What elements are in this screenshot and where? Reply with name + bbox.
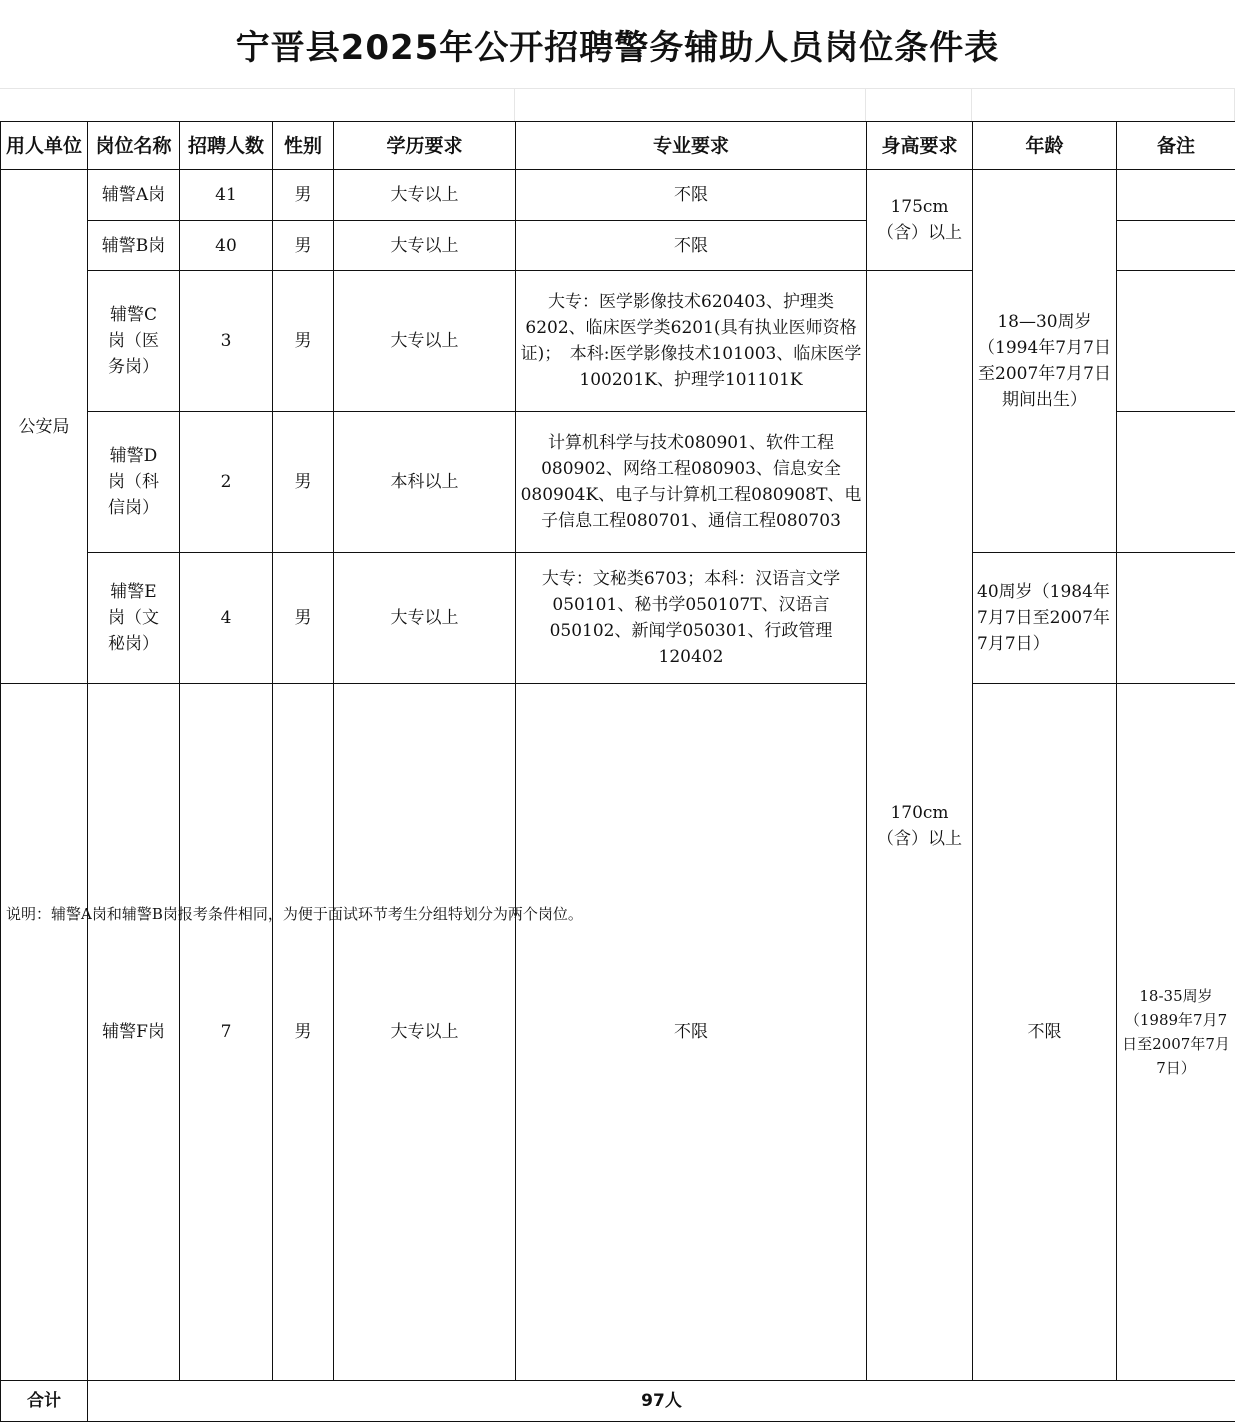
blank-cell [866, 88, 972, 121]
unit-cell-empty [1, 684, 88, 1381]
header-education: 学历要求 [334, 122, 516, 170]
post-gender: 男 [273, 221, 334, 271]
recruitment-table [0, 121, 1235, 1422]
remark-cell [1117, 412, 1235, 553]
height-cell: 175cm（含）以上 [867, 170, 973, 271]
total-value: 97人 [88, 1381, 1235, 1422]
total-label: 合计 [1, 1381, 88, 1422]
post-education: 大专以上 [334, 170, 516, 221]
post-education: 大专以上 [334, 221, 516, 271]
remark-cell [1117, 170, 1235, 221]
post-gender: 男 [273, 553, 334, 684]
height-cell: 不限 [973, 684, 1117, 1381]
remark-cell [1117, 271, 1235, 412]
post-count: 2 [180, 412, 273, 553]
post-count: 41 [180, 170, 273, 221]
blank-spacer-row [0, 88, 1235, 121]
page-title: 宁晋县2025年公开招聘警务辅助人员岗位条件表 [0, 0, 1235, 88]
post-gender: 男 [273, 684, 334, 1381]
header-age: 年龄 [973, 122, 1117, 170]
post-name: 辅警E岗（文秘岗） [88, 553, 180, 684]
header-remark: 备注 [1117, 122, 1235, 170]
blank-cell [0, 88, 515, 121]
post-major: 大专：文秘类6703；本科：汉语言文学050101、秘书学050107T、汉语言050102、新闻学050301、行政管理120402 [516, 553, 867, 684]
table-row [1, 684, 1235, 1381]
post-education: 大专以上 [334, 553, 516, 684]
post-gender: 男 [273, 170, 334, 221]
post-education: 大专以上 [334, 271, 516, 412]
post-name: 辅警F岗 [88, 684, 180, 1381]
post-count: 3 [180, 271, 273, 412]
header-row [1, 122, 1235, 170]
age-cell: 40周岁（1984年7月7日至2007年7月7日） [973, 553, 1117, 684]
height-cell: 170cm（含）以上 [867, 271, 973, 1381]
post-count: 4 [180, 553, 273, 684]
post-count: 7 [180, 684, 273, 1381]
post-name: 辅警A岗 [88, 170, 180, 221]
table-row [1, 553, 1235, 684]
header-unit: 用人单位 [1, 122, 88, 170]
blank-cell [972, 88, 1235, 121]
post-name: 辅警B岗 [88, 221, 180, 271]
header-height: 身高要求 [867, 122, 973, 170]
post-count: 40 [180, 221, 273, 271]
table-row [1, 170, 1235, 221]
post-education: 大专以上 [334, 684, 516, 1381]
post-name: 辅警D岗（科信岗） [88, 412, 180, 553]
post-gender: 男 [273, 271, 334, 412]
post-name: 辅警C岗（医务岗） [88, 271, 180, 412]
header-count: 招聘人数 [180, 122, 273, 170]
total-row [1, 1381, 1235, 1422]
post-major: 大专：医学影像技术620403、护理类6202、临床医学类6201(具有执业医师资格证)； 本科:医学影像技术101003、临床医学100201K、护理学101101K [516, 271, 867, 412]
header-gender: 性别 [273, 122, 334, 170]
post-major: 不限 [516, 684, 867, 1381]
age-cell: 18-35周岁（1989年7月7日至2007年7月7日） [1117, 684, 1235, 1381]
remark-cell [1117, 553, 1235, 684]
age-cell: 18—30周岁（1994年7月7日至2007年7月7日期间出生） [973, 170, 1117, 553]
post-gender: 男 [273, 412, 334, 553]
header-major: 专业要求 [516, 122, 867, 170]
blank-cell [515, 88, 866, 121]
post-major: 不限 [516, 221, 867, 271]
remark-cell [1117, 221, 1235, 271]
unit-cell: 公安局 [1, 170, 88, 684]
post-major: 计算机科学与技术080901、软件工程080902、网络工程080903、信息安全080904K、电子与计算机工程080908T、电子信息工程080701、通信工程080703 [516, 412, 867, 553]
post-education: 本科以上 [334, 412, 516, 553]
footnote: 说明：辅警A岗和辅警B岗报考条件相同，为便于面试环节考生分组特划分为两个岗位。 [6, 903, 583, 925]
post-major: 不限 [516, 170, 867, 221]
header-post: 岗位名称 [88, 122, 180, 170]
